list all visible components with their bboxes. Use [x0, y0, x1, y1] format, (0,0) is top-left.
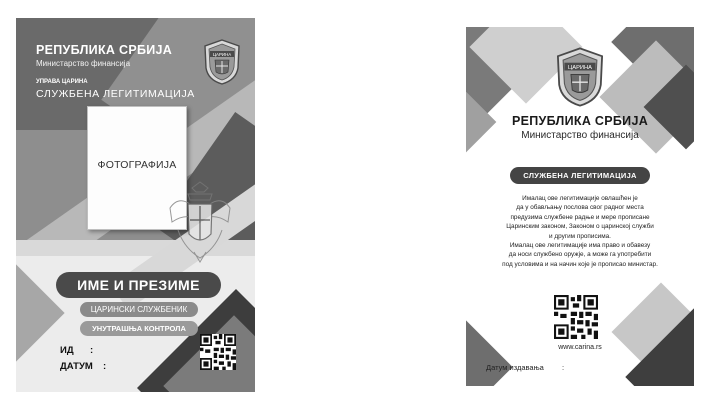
- front-card-type: СЛУЖБЕНА ЛЕГИТИМАЦИЈА: [36, 88, 195, 100]
- id-colon: :: [90, 345, 94, 356]
- front-ministry: Министарство финансија: [36, 59, 131, 68]
- authorization-text: [472, 194, 688, 269]
- front-emblem-text: ЦАРИНА: [212, 52, 232, 57]
- authorization-line: да у обављању послова свог радног места: [516, 204, 644, 212]
- back-ministry: Министарство финансија: [521, 130, 639, 141]
- authorization-line: Ималац ове легитимације има право и обавезу: [509, 242, 651, 250]
- authorization-line: Царинским законом, Законом о царинској служби: [506, 223, 654, 231]
- back-card-type-badge: СЛУЖБЕНА ЛЕГИТИМАЦИЈА: [510, 167, 650, 184]
- name-badge: ИМЕ И ПРЕЗИМЕ: [56, 272, 221, 298]
- back-card: [466, 27, 694, 386]
- position-badge: ЦАРИНСКИ СЛУЖБЕНИК: [80, 302, 198, 317]
- customs-emblem-icon: [554, 45, 606, 109]
- authorization-line: под условима и на начин које је прописао министар.: [502, 260, 658, 268]
- issue-date-label: Датум издавања: [486, 363, 544, 372]
- date-label: ДАТУМ: [60, 361, 93, 372]
- qr-code-icon: [200, 334, 236, 370]
- date-colon: :: [103, 361, 107, 372]
- issue-date-colon: :: [562, 363, 565, 372]
- coat-of-arms-icon: [164, 178, 236, 264]
- qr-code-icon: [554, 295, 598, 339]
- front-card: [16, 18, 255, 392]
- authorization-line: Ималац ове легитимације овлашћен је: [522, 195, 638, 202]
- unit-badge: УНУТРАШЊА КОНТРОЛА: [80, 321, 198, 336]
- authorization-line: предузима службене радње и мере прописане: [510, 213, 650, 221]
- website-url: www.carina.rs: [558, 344, 602, 351]
- photo-label: ФОТОГРАФИЈА: [97, 159, 177, 171]
- id-label: ИД: [60, 345, 74, 356]
- front-department: УПРАВА ЦАРИНА: [36, 79, 88, 85]
- customs-emblem-icon: [202, 38, 242, 86]
- back-emblem-text: ЦАРИНА: [568, 65, 592, 72]
- authorization-line: да носи службено оружје, а може га употребити: [508, 251, 652, 259]
- front-republic-title: РЕПУБЛИКА СРБИЈА: [36, 43, 173, 57]
- authorization-line: и другим прописима.: [549, 232, 611, 240]
- back-republic-title: РЕПУБЛИКА СРБИЈА: [511, 114, 649, 128]
